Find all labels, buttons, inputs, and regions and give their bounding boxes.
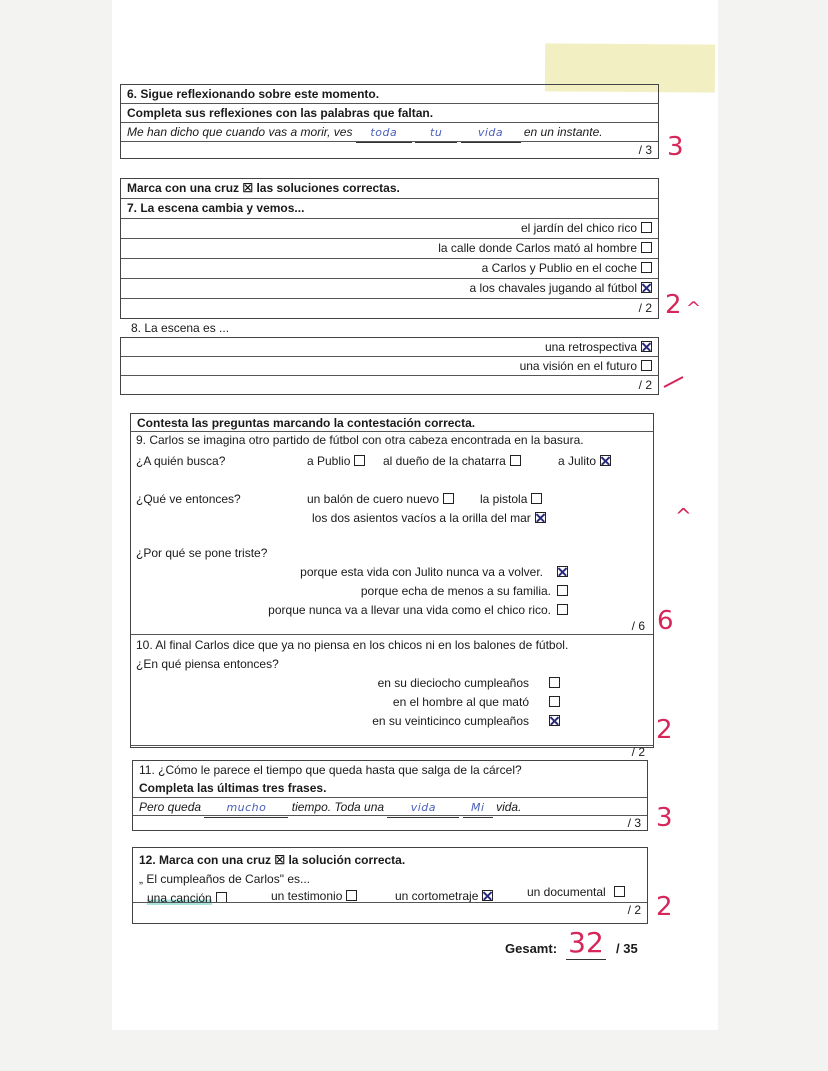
- q9-a-question: ¿A quién busca?: [136, 454, 226, 468]
- q9-a-option-1-checkbox[interactable]: [354, 455, 365, 466]
- q10-question: ¿En qué piensa entonces?: [136, 657, 279, 671]
- total-score: 32: [566, 926, 606, 960]
- q12-option-1: una canción: [147, 891, 227, 905]
- q12-box: [132, 847, 648, 924]
- q12-option-4-checkbox[interactable]: [614, 886, 625, 897]
- q8-option-1: una retrospectiva: [545, 340, 652, 354]
- q10-option-2: en el hombre al que mató: [393, 695, 560, 709]
- q10-option-1-checkbox[interactable]: [549, 677, 560, 688]
- q7-option-4-checkbox[interactable]: [641, 282, 652, 293]
- q6-text-start: Me han dicho que cuando vas a morir, ves: [127, 125, 353, 139]
- q9-c-option-2: porque echa de menos a su familia.: [361, 584, 568, 598]
- q9-b-option-1-checkbox[interactable]: [443, 493, 454, 504]
- q6-answer-1: toda: [356, 123, 412, 143]
- q10-option-2-checkbox[interactable]: [549, 696, 560, 707]
- q9-q10-box: [130, 413, 654, 759]
- q7-score: 2: [665, 290, 682, 320]
- q8-slash-mark: [662, 374, 686, 390]
- q12-option-2-checkbox[interactable]: [346, 890, 357, 901]
- q10-option-3-checkbox[interactable]: [549, 715, 560, 726]
- q8-option-2: una visión en el futuro: [520, 359, 652, 373]
- q8-option-2-checkbox[interactable]: [641, 360, 652, 371]
- q11-box: [132, 760, 648, 831]
- q12-score: 2: [656, 892, 673, 922]
- q9-b-question: ¿Qué ve entonces?: [136, 492, 241, 506]
- q11-text-1: Pero queda: [139, 800, 202, 814]
- q9-c-option-3-checkbox[interactable]: [557, 604, 568, 615]
- q9-a-option-2-checkbox[interactable]: [510, 455, 521, 466]
- q8-option-1-checkbox[interactable]: [641, 341, 652, 352]
- q11-points: / 3: [627, 816, 641, 830]
- q11-score: 3: [656, 803, 673, 833]
- q7-option-3: a Carlos y Publio en el coche: [482, 261, 652, 275]
- q7-option-1: el jardín del chico rico: [521, 221, 652, 235]
- q9-score: 6: [657, 606, 674, 636]
- q9-check-mark: ^: [675, 504, 692, 528]
- q10-option-3: en su veinticinco cumpleaños: [372, 714, 560, 728]
- q11-instruction: Completa las últimas tres frases.: [139, 781, 327, 795]
- q9-b-option-1: un balón de cuero nuevo: [307, 492, 454, 506]
- q12-option-3: un cortometraje: [395, 889, 493, 903]
- q6-text-end: en un instante.: [523, 125, 603, 139]
- total-max: / 35: [616, 941, 638, 956]
- total-label: Gesamt:: [505, 941, 558, 956]
- q6-score: 3: [667, 132, 684, 162]
- mc-header: Marca con una cruz ☒ las soluciones correctas.: [127, 181, 400, 195]
- q7-option-2-checkbox[interactable]: [641, 242, 652, 253]
- q9-c-option-2-checkbox[interactable]: [557, 585, 568, 596]
- q12-title: 12. Marca con una cruz ☒ la solución correcta.: [139, 853, 406, 867]
- q7-check-mark: ^: [686, 298, 702, 319]
- q10-title: 10. Al final Carlos dice que ya no piensa en los chicos ni en los balones de fútbol.: [136, 638, 569, 652]
- q11-answer-1: mucho: [204, 798, 288, 818]
- q9-header: Contesta las preguntas marcando la contestación correcta.: [137, 416, 476, 430]
- q11-text-2: tiempo. Toda una: [291, 800, 385, 814]
- q12-option-3-checkbox[interactable]: [482, 890, 493, 901]
- q6-answer-2: tu: [415, 123, 457, 143]
- q6-answer-3: vida: [461, 123, 521, 143]
- q7-option-1-checkbox[interactable]: [641, 222, 652, 233]
- q6-points: / 3: [638, 143, 652, 157]
- q9-a-option-2: al dueño de la chatarra: [383, 454, 521, 468]
- q7-option-3-checkbox[interactable]: [641, 262, 652, 273]
- q10-points: / 2: [631, 745, 645, 759]
- q9-b-option-3: los dos asientos vacíos a la orilla del mar: [312, 511, 546, 525]
- q7-option-2: la calle donde Carlos mató al hombre: [438, 241, 652, 255]
- q10-score: 2: [656, 715, 673, 745]
- q7-points: / 2: [638, 301, 652, 315]
- q9-title: 9. Carlos se imagina otro partido de fútbol con otra cabeza encontrada en la basura.: [136, 433, 584, 447]
- q12-option-2: un testimonio: [271, 889, 357, 903]
- q11-answer-2: vida: [387, 798, 459, 818]
- q6-title: 6. Sigue reflexionando sobre este momento.: [127, 87, 380, 101]
- q9-c-option-1: porque esta vida con Julito nunca va a volver.: [300, 565, 568, 579]
- q12-points: / 2: [627, 903, 641, 917]
- q8-title: 8. La escena es ...: [131, 321, 230, 335]
- q6-box: [120, 84, 659, 159]
- q9-b-option-2-checkbox[interactable]: [531, 493, 542, 504]
- q9-c-question: ¿Por qué se pone triste?: [136, 546, 268, 560]
- q8-points: / 2: [638, 378, 652, 392]
- q7-title: 7. La escena cambia y vemos...: [127, 201, 305, 215]
- q10-option-1: en su dieciocho cumpleaños: [378, 676, 560, 690]
- q9-c-option-3: porque nunca va a llevar una vida como el chico rico.: [268, 603, 568, 617]
- q9-a-option-3: a Julito: [558, 454, 611, 468]
- q11-text-3: vida.: [496, 800, 522, 814]
- q9-a-option-1: a Publio: [307, 454, 365, 468]
- q9-b-option-2: la pistola: [480, 492, 542, 506]
- q9-c-option-1-checkbox[interactable]: [557, 566, 568, 577]
- q12-option-4: un documental: [527, 885, 625, 899]
- q7-box: [120, 178, 659, 319]
- q8-box: [120, 337, 659, 395]
- q6-instruction: Completa sus reflexiones con las palabras que faltan.: [127, 106, 434, 120]
- q12-quote: „ El cumpleaños de Carlos" es...: [139, 872, 310, 886]
- q11-answer-3: Mi: [463, 798, 493, 818]
- q9-a-option-3-checkbox[interactable]: [600, 455, 611, 466]
- q7-option-4: a los chavales jugando al fútbol: [470, 281, 652, 295]
- q11-title: 11. ¿Cómo le parece el tiempo que queda hasta que salga de la cárcel?: [139, 763, 522, 777]
- q9-b-option-3-checkbox[interactable]: [535, 512, 546, 523]
- q9-points: / 6: [631, 619, 645, 633]
